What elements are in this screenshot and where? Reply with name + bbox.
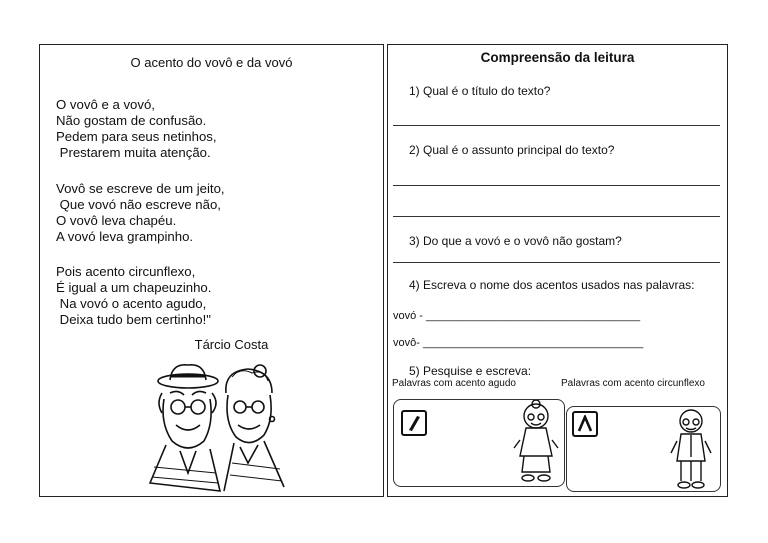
verse-line: O vovô leva chapéu. bbox=[56, 213, 177, 228]
answer-line-3[interactable] bbox=[393, 262, 720, 263]
circumflex-accent-icon bbox=[577, 415, 593, 433]
circumflex-accent-symbol bbox=[572, 411, 598, 437]
verse-line: A vovó leva grampinho. bbox=[56, 229, 194, 244]
verse-line: O vovô e a vovó, bbox=[56, 97, 155, 112]
poem-title: O acento do vovô e da vovó bbox=[130, 55, 293, 70]
question-4: 4) Escreva o nome dos acentos usados nas palavras: bbox=[409, 278, 695, 292]
comprehension-panel bbox=[387, 44, 728, 497]
acute-words-box[interactable] bbox=[393, 399, 565, 487]
grandpa-figure-icon bbox=[667, 407, 715, 491]
circumflex-words-label: Palavras com acento circunflexo bbox=[561, 378, 705, 389]
acute-accent-symbol bbox=[401, 410, 427, 436]
answer-line-1[interactable] bbox=[393, 125, 720, 126]
verse-line: Pedem para seus netinhos, bbox=[56, 129, 217, 144]
circumflex-words-box[interactable] bbox=[566, 406, 721, 492]
vovo2-answer[interactable]: vovô- ____________________________________ bbox=[393, 337, 644, 349]
grandma-figure-icon bbox=[512, 400, 560, 484]
question-2: 2) Qual é o assunto principal do texto? bbox=[409, 143, 615, 157]
answer-line-2b[interactable] bbox=[393, 216, 720, 217]
acute-accent-icon bbox=[406, 414, 422, 432]
poem-author: Tárcio Costa bbox=[194, 337, 269, 352]
question-1: 1) Qual é o título do texto? bbox=[409, 84, 551, 98]
verse-line: Que vovó não escreve não, bbox=[56, 197, 221, 212]
verse-line: Prestarem muita atenção. bbox=[56, 145, 211, 160]
verse-line: É igual a um chapeuzinho. bbox=[56, 280, 212, 295]
verse-line: Deixa tudo bem certinho!" bbox=[56, 312, 211, 327]
stanza-3 bbox=[56, 264, 211, 328]
vovo-answer[interactable]: vovó - ___________________________________ bbox=[393, 310, 641, 322]
stanza-1 bbox=[56, 97, 217, 161]
poem-panel bbox=[39, 44, 384, 497]
verse-line: Na vovó o acento agudo, bbox=[56, 296, 207, 311]
acute-words-label: Palavras com acento agudo bbox=[392, 378, 516, 389]
grandparents-illustration-icon bbox=[140, 363, 290, 493]
verse-line: Não gostam de confusão. bbox=[56, 113, 207, 128]
stanza-2 bbox=[56, 181, 225, 245]
question-3: 3) Do que a vovó e o vovô não gostam? bbox=[409, 234, 622, 248]
comprehension-title: Compreensão da leitura bbox=[480, 50, 635, 65]
answer-line-2a[interactable] bbox=[393, 185, 720, 186]
question-5: 5) Pesquise e escreva: bbox=[409, 364, 532, 378]
verse-line: Pois acento circunflexo, bbox=[56, 264, 196, 279]
verse-line: Vovô se escreve de um jeito, bbox=[56, 181, 225, 196]
